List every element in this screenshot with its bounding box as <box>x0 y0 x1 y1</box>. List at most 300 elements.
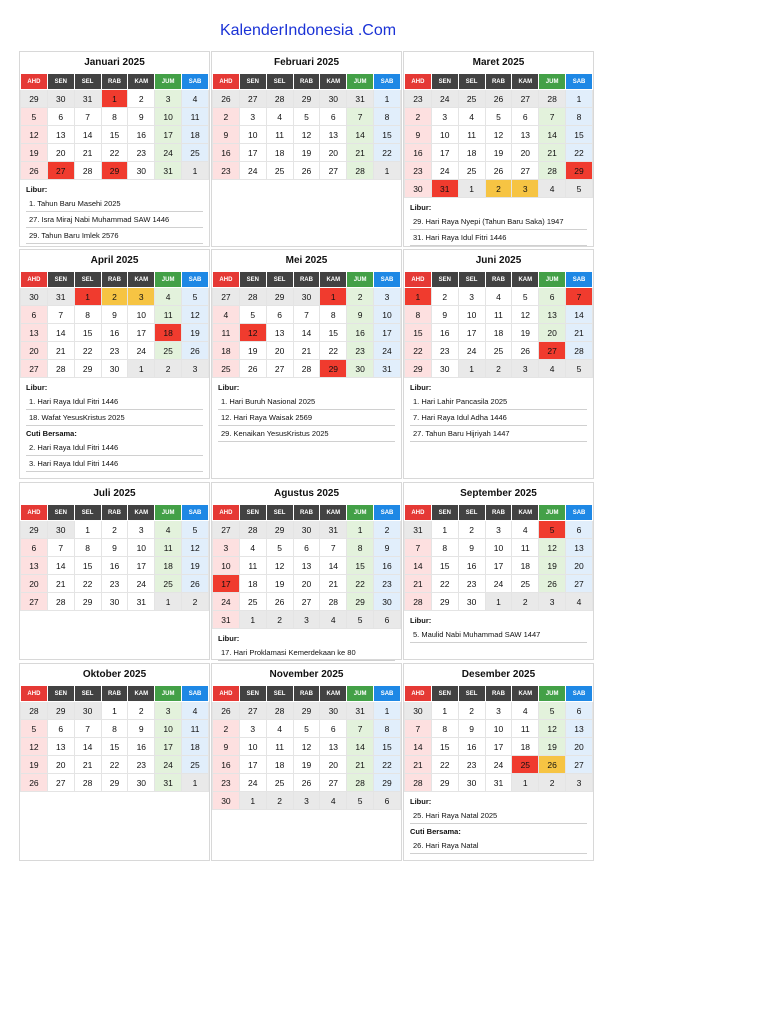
day-cell[interactable]: 21 <box>347 144 374 162</box>
day-cell[interactable]: 6 <box>21 306 48 324</box>
day-cell[interactable]: 20 <box>21 575 48 593</box>
day-cell[interactable]: 2 <box>405 108 432 126</box>
day-cell[interactable]: 25 <box>266 162 293 180</box>
day-cell[interactable]: 11 <box>155 306 182 324</box>
day-cell[interactable]: 27 <box>320 162 347 180</box>
day-cell[interactable]: 5 <box>293 108 320 126</box>
day-cell[interactable]: 30 <box>128 162 155 180</box>
day-cell[interactable]: 2 <box>213 108 240 126</box>
day-cell[interactable]: 26 <box>182 342 209 360</box>
day-cell[interactable]: 28 <box>347 774 374 792</box>
day-cell[interactable]: 11 <box>155 539 182 557</box>
day-cell[interactable]: 30 <box>320 90 347 108</box>
day-cell[interactable]: 5 <box>512 288 539 306</box>
day-cell[interactable]: 2 <box>155 360 182 378</box>
day-cell[interactable]: 16 <box>347 324 374 342</box>
day-cell[interactable]: 28 <box>21 702 48 720</box>
day-cell[interactable]: 11 <box>266 126 293 144</box>
day-cell[interactable]: 31 <box>405 521 432 539</box>
day-cell[interactable]: 3 <box>293 611 320 629</box>
day-cell[interactable]: 8 <box>74 306 101 324</box>
day-cell[interactable]: 23 <box>458 756 485 774</box>
day-cell[interactable]: 4 <box>485 288 512 306</box>
day-cell[interactable]: 24 <box>128 575 155 593</box>
day-cell[interactable]: 23 <box>347 342 374 360</box>
day-cell[interactable]: 31 <box>74 90 101 108</box>
day-cell[interactable]: 7 <box>74 108 101 126</box>
day-cell[interactable]: 21 <box>74 756 101 774</box>
day-cell[interactable]: 5 <box>347 611 374 629</box>
day-cell[interactable]: 30 <box>405 702 432 720</box>
day-cell[interactable]: 22 <box>374 144 401 162</box>
day-cell[interactable]: 23 <box>101 575 128 593</box>
day-cell[interactable]: 3 <box>155 90 182 108</box>
day-cell[interactable]: 18 <box>182 738 209 756</box>
day-cell[interactable]: 9 <box>128 720 155 738</box>
day-cell[interactable]: 29 <box>374 774 401 792</box>
day-cell[interactable]: 26 <box>21 774 48 792</box>
day-cell[interactable]: 3 <box>239 108 266 126</box>
day-cell[interactable]: 5 <box>21 108 48 126</box>
day-cell[interactable]: 11 <box>182 720 209 738</box>
day-cell[interactable]: 8 <box>101 720 128 738</box>
day-cell[interactable]: 7 <box>347 108 374 126</box>
day-cell[interactable]: 17 <box>128 557 155 575</box>
day-cell[interactable]: 17 <box>155 126 182 144</box>
day-cell[interactable]: 16 <box>128 738 155 756</box>
day-cell[interactable]: 18 <box>155 324 182 342</box>
day-cell[interactable]: 13 <box>293 557 320 575</box>
day-cell[interactable]: 13 <box>512 126 539 144</box>
day-cell[interactable]: 29 <box>320 360 347 378</box>
day-cell[interactable]: 6 <box>320 108 347 126</box>
day-cell[interactable]: 8 <box>566 108 593 126</box>
day-cell[interactable]: 18 <box>266 144 293 162</box>
day-cell[interactable]: 6 <box>320 720 347 738</box>
day-cell[interactable]: 25 <box>182 144 209 162</box>
day-cell[interactable]: 22 <box>101 144 128 162</box>
day-cell[interactable]: 9 <box>128 108 155 126</box>
day-cell[interactable]: 17 <box>239 144 266 162</box>
day-cell[interactable]: 4 <box>539 180 566 198</box>
day-cell[interactable]: 18 <box>458 144 485 162</box>
day-cell[interactable]: 3 <box>512 180 539 198</box>
day-cell[interactable]: 18 <box>485 324 512 342</box>
day-cell[interactable]: 13 <box>47 126 74 144</box>
day-cell[interactable]: 17 <box>374 324 401 342</box>
site-title[interactable]: KalenderIndonesia .Com <box>219 22 397 39</box>
day-cell[interactable]: 19 <box>293 144 320 162</box>
day-cell[interactable]: 29 <box>74 360 101 378</box>
day-cell[interactable]: 6 <box>566 521 593 539</box>
day-cell[interactable]: 1 <box>320 288 347 306</box>
day-cell[interactable]: 29 <box>293 702 320 720</box>
day-cell[interactable]: 5 <box>566 180 593 198</box>
day-cell[interactable]: 21 <box>47 342 74 360</box>
day-cell[interactable]: 17 <box>155 738 182 756</box>
day-cell[interactable]: 7 <box>347 720 374 738</box>
day-cell[interactable]: 8 <box>320 306 347 324</box>
day-cell[interactable]: 1 <box>374 90 401 108</box>
day-cell[interactable]: 16 <box>431 324 458 342</box>
day-cell[interactable]: 1 <box>101 90 128 108</box>
day-cell[interactable]: 3 <box>431 108 458 126</box>
day-cell[interactable]: 28 <box>347 162 374 180</box>
day-cell[interactable]: 30 <box>21 288 48 306</box>
day-cell[interactable]: 4 <box>266 720 293 738</box>
day-cell[interactable]: 28 <box>405 774 432 792</box>
day-cell[interactable]: 15 <box>405 324 432 342</box>
day-cell[interactable]: 4 <box>266 108 293 126</box>
day-cell[interactable]: 9 <box>458 539 485 557</box>
day-cell[interactable]: 29 <box>47 702 74 720</box>
day-cell[interactable]: 6 <box>566 702 593 720</box>
day-cell[interactable]: 24 <box>239 774 266 792</box>
day-cell[interactable]: 15 <box>74 557 101 575</box>
day-cell[interactable]: 9 <box>213 126 240 144</box>
day-cell[interactable]: 15 <box>101 126 128 144</box>
day-cell[interactable]: 23 <box>431 342 458 360</box>
day-cell[interactable]: 1 <box>347 521 374 539</box>
day-cell[interactable]: 21 <box>47 575 74 593</box>
day-cell[interactable]: 18 <box>182 126 209 144</box>
day-cell[interactable]: 30 <box>374 593 401 611</box>
day-cell[interactable]: 29 <box>405 360 432 378</box>
day-cell[interactable]: 16 <box>458 557 485 575</box>
day-cell[interactable]: 3 <box>374 288 401 306</box>
day-cell[interactable]: 1 <box>182 162 209 180</box>
day-cell[interactable]: 2 <box>266 611 293 629</box>
day-cell[interactable]: 2 <box>539 774 566 792</box>
day-cell[interactable]: 14 <box>405 557 432 575</box>
day-cell[interactable]: 29 <box>431 593 458 611</box>
day-cell[interactable]: 8 <box>101 108 128 126</box>
day-cell[interactable]: 1 <box>74 521 101 539</box>
day-cell[interactable]: 4 <box>239 539 266 557</box>
day-cell[interactable]: 8 <box>374 108 401 126</box>
day-cell[interactable]: 14 <box>47 557 74 575</box>
day-cell[interactable]: 30 <box>128 774 155 792</box>
day-cell[interactable]: 12 <box>293 738 320 756</box>
day-cell[interactable]: 14 <box>347 738 374 756</box>
day-cell[interactable]: 14 <box>566 306 593 324</box>
day-cell[interactable]: 10 <box>458 306 485 324</box>
day-cell[interactable]: 1 <box>431 521 458 539</box>
day-cell[interactable]: 4 <box>155 288 182 306</box>
day-cell[interactable]: 30 <box>101 360 128 378</box>
day-cell[interactable]: 30 <box>74 702 101 720</box>
day-cell[interactable]: 26 <box>239 360 266 378</box>
day-cell[interactable]: 22 <box>320 342 347 360</box>
day-cell[interactable]: 19 <box>512 324 539 342</box>
day-cell[interactable]: 7 <box>566 288 593 306</box>
day-cell[interactable]: 4 <box>458 108 485 126</box>
day-cell[interactable]: 23 <box>405 90 432 108</box>
day-cell[interactable]: 3 <box>182 360 209 378</box>
day-cell[interactable]: 13 <box>566 720 593 738</box>
day-cell[interactable]: 29 <box>74 593 101 611</box>
day-cell[interactable]: 22 <box>101 756 128 774</box>
day-cell[interactable]: 22 <box>347 575 374 593</box>
day-cell[interactable]: 25 <box>266 774 293 792</box>
day-cell[interactable]: 22 <box>431 756 458 774</box>
day-cell[interactable]: 30 <box>347 360 374 378</box>
day-cell[interactable]: 27 <box>47 162 74 180</box>
day-cell[interactable]: 14 <box>47 324 74 342</box>
day-cell[interactable]: 3 <box>128 288 155 306</box>
day-cell[interactable]: 31 <box>155 774 182 792</box>
day-cell[interactable]: 4 <box>155 521 182 539</box>
day-cell[interactable]: 2 <box>128 702 155 720</box>
day-cell[interactable]: 1 <box>101 702 128 720</box>
day-cell[interactable]: 5 <box>21 720 48 738</box>
day-cell[interactable]: 24 <box>213 593 240 611</box>
day-cell[interactable]: 3 <box>485 521 512 539</box>
day-cell[interactable]: 30 <box>320 702 347 720</box>
day-cell[interactable]: 28 <box>47 593 74 611</box>
day-cell[interactable]: 18 <box>512 557 539 575</box>
day-cell[interactable]: 7 <box>320 539 347 557</box>
day-cell[interactable]: 4 <box>182 90 209 108</box>
day-cell[interactable]: 5 <box>347 792 374 810</box>
day-cell[interactable]: 22 <box>405 342 432 360</box>
day-cell[interactable]: 27 <box>47 774 74 792</box>
day-cell[interactable]: 10 <box>485 539 512 557</box>
day-cell[interactable]: 14 <box>539 126 566 144</box>
day-cell[interactable]: 28 <box>239 521 266 539</box>
day-cell[interactable]: 3 <box>512 360 539 378</box>
day-cell[interactable]: 21 <box>347 756 374 774</box>
day-cell[interactable]: 20 <box>47 144 74 162</box>
day-cell[interactable]: 15 <box>74 324 101 342</box>
day-cell[interactable]: 16 <box>374 557 401 575</box>
day-cell[interactable]: 13 <box>21 557 48 575</box>
day-cell[interactable]: 1 <box>458 360 485 378</box>
day-cell[interactable]: 17 <box>485 738 512 756</box>
day-cell[interactable]: 28 <box>266 90 293 108</box>
day-cell[interactable]: 21 <box>320 575 347 593</box>
day-cell[interactable]: 15 <box>374 738 401 756</box>
day-cell[interactable]: 1 <box>512 774 539 792</box>
day-cell[interactable]: 27 <box>21 593 48 611</box>
day-cell[interactable]: 7 <box>47 306 74 324</box>
day-cell[interactable]: 18 <box>239 575 266 593</box>
day-cell[interactable]: 3 <box>485 702 512 720</box>
day-cell[interactable]: 5 <box>485 108 512 126</box>
day-cell[interactable]: 27 <box>512 162 539 180</box>
day-cell[interactable]: 1 <box>155 593 182 611</box>
day-cell[interactable]: 3 <box>213 539 240 557</box>
day-cell[interactable]: 15 <box>431 557 458 575</box>
day-cell[interactable]: 20 <box>266 342 293 360</box>
day-cell[interactable]: 23 <box>101 342 128 360</box>
day-cell[interactable]: 12 <box>485 126 512 144</box>
day-cell[interactable]: 1 <box>182 774 209 792</box>
day-cell[interactable]: 29 <box>566 162 593 180</box>
day-cell[interactable]: 30 <box>458 593 485 611</box>
day-cell[interactable]: 29 <box>293 90 320 108</box>
day-cell[interactable]: 19 <box>21 144 48 162</box>
day-cell[interactable]: 20 <box>512 144 539 162</box>
day-cell[interactable]: 29 <box>21 521 48 539</box>
day-cell[interactable]: 25 <box>155 342 182 360</box>
day-cell[interactable]: 3 <box>539 593 566 611</box>
day-cell[interactable]: 6 <box>293 539 320 557</box>
day-cell[interactable]: 11 <box>182 108 209 126</box>
day-cell[interactable]: 18 <box>266 756 293 774</box>
day-cell[interactable]: 15 <box>566 126 593 144</box>
day-cell[interactable]: 14 <box>405 738 432 756</box>
day-cell[interactable]: 23 <box>128 756 155 774</box>
day-cell[interactable]: 19 <box>239 342 266 360</box>
day-cell[interactable]: 14 <box>320 557 347 575</box>
day-cell[interactable]: 26 <box>182 575 209 593</box>
day-cell[interactable]: 6 <box>21 539 48 557</box>
day-cell[interactable]: 19 <box>182 557 209 575</box>
day-cell[interactable]: 27 <box>293 593 320 611</box>
day-cell[interactable]: 31 <box>320 521 347 539</box>
day-cell[interactable]: 30 <box>293 521 320 539</box>
day-cell[interactable]: 8 <box>347 539 374 557</box>
day-cell[interactable]: 24 <box>128 342 155 360</box>
day-cell[interactable]: 23 <box>374 575 401 593</box>
day-cell[interactable]: 2 <box>128 90 155 108</box>
day-cell[interactable]: 5 <box>566 360 593 378</box>
day-cell[interactable]: 24 <box>431 162 458 180</box>
day-cell[interactable]: 10 <box>485 720 512 738</box>
day-cell[interactable]: 21 <box>74 144 101 162</box>
day-cell[interactable]: 1 <box>566 90 593 108</box>
day-cell[interactable]: 27 <box>566 575 593 593</box>
day-cell[interactable]: 29 <box>21 90 48 108</box>
day-cell[interactable]: 21 <box>293 342 320 360</box>
day-cell[interactable]: 25 <box>182 756 209 774</box>
day-cell[interactable]: 10 <box>155 108 182 126</box>
day-cell[interactable]: 9 <box>213 738 240 756</box>
day-cell[interactable]: 21 <box>539 144 566 162</box>
day-cell[interactable]: 24 <box>431 90 458 108</box>
day-cell[interactable]: 4 <box>566 593 593 611</box>
day-cell[interactable]: 21 <box>405 756 432 774</box>
day-cell[interactable]: 25 <box>512 575 539 593</box>
day-cell[interactable]: 24 <box>485 756 512 774</box>
day-cell[interactable]: 15 <box>320 324 347 342</box>
day-cell[interactable]: 27 <box>320 774 347 792</box>
day-cell[interactable]: 3 <box>128 521 155 539</box>
day-cell[interactable]: 19 <box>182 324 209 342</box>
day-cell[interactable]: 31 <box>347 90 374 108</box>
day-cell[interactable]: 12 <box>539 720 566 738</box>
day-cell[interactable]: 4 <box>512 702 539 720</box>
day-cell[interactable]: 13 <box>47 738 74 756</box>
day-cell[interactable]: 19 <box>539 557 566 575</box>
day-cell[interactable]: 17 <box>239 756 266 774</box>
day-cell[interactable]: 27 <box>21 360 48 378</box>
day-cell[interactable]: 28 <box>293 360 320 378</box>
day-cell[interactable]: 6 <box>512 108 539 126</box>
day-cell[interactable]: 27 <box>213 288 240 306</box>
day-cell[interactable]: 11 <box>485 306 512 324</box>
day-cell[interactable]: 25 <box>512 756 539 774</box>
day-cell[interactable]: 31 <box>485 774 512 792</box>
day-cell[interactable]: 10 <box>213 557 240 575</box>
day-cell[interactable]: 31 <box>128 593 155 611</box>
day-cell[interactable]: 28 <box>539 162 566 180</box>
day-cell[interactable]: 5 <box>293 720 320 738</box>
day-cell[interactable]: 12 <box>239 324 266 342</box>
day-cell[interactable]: 2 <box>512 593 539 611</box>
day-cell[interactable]: 17 <box>485 557 512 575</box>
day-cell[interactable]: 1 <box>485 593 512 611</box>
day-cell[interactable]: 7 <box>405 720 432 738</box>
day-cell[interactable]: 16 <box>101 324 128 342</box>
day-cell[interactable]: 25 <box>458 90 485 108</box>
day-cell[interactable]: 29 <box>266 288 293 306</box>
day-cell[interactable]: 10 <box>239 126 266 144</box>
day-cell[interactable]: 26 <box>213 90 240 108</box>
day-cell[interactable]: 31 <box>374 360 401 378</box>
day-cell[interactable]: 4 <box>512 521 539 539</box>
day-cell[interactable]: 22 <box>374 756 401 774</box>
day-cell[interactable]: 12 <box>539 539 566 557</box>
day-cell[interactable]: 7 <box>293 306 320 324</box>
day-cell[interactable]: 31 <box>347 702 374 720</box>
day-cell[interactable]: 2 <box>458 702 485 720</box>
day-cell[interactable]: 3 <box>239 720 266 738</box>
day-cell[interactable]: 30 <box>213 792 240 810</box>
day-cell[interactable]: 21 <box>566 324 593 342</box>
day-cell[interactable]: 11 <box>512 720 539 738</box>
day-cell[interactable]: 31 <box>155 162 182 180</box>
day-cell[interactable]: 18 <box>155 557 182 575</box>
day-cell[interactable]: 17 <box>431 144 458 162</box>
day-cell[interactable]: 6 <box>47 108 74 126</box>
day-cell[interactable]: 30 <box>293 288 320 306</box>
day-cell[interactable]: 2 <box>101 521 128 539</box>
day-cell[interactable]: 16 <box>213 144 240 162</box>
day-cell[interactable]: 20 <box>320 756 347 774</box>
day-cell[interactable]: 26 <box>485 162 512 180</box>
day-cell[interactable]: 5 <box>266 539 293 557</box>
day-cell[interactable]: 28 <box>47 360 74 378</box>
day-cell[interactable]: 2 <box>431 288 458 306</box>
day-cell[interactable]: 23 <box>213 774 240 792</box>
day-cell[interactable]: 27 <box>239 90 266 108</box>
day-cell[interactable]: 11 <box>239 557 266 575</box>
day-cell[interactable]: 25 <box>458 162 485 180</box>
day-cell[interactable]: 30 <box>47 521 74 539</box>
day-cell[interactable]: 13 <box>566 539 593 557</box>
day-cell[interactable]: 18 <box>512 738 539 756</box>
day-cell[interactable]: 31 <box>431 180 458 198</box>
day-cell[interactable]: 28 <box>539 90 566 108</box>
day-cell[interactable]: 11 <box>213 324 240 342</box>
day-cell[interactable]: 9 <box>101 306 128 324</box>
day-cell[interactable]: 28 <box>566 342 593 360</box>
day-cell[interactable]: 1 <box>239 792 266 810</box>
day-cell[interactable]: 30 <box>431 360 458 378</box>
day-cell[interactable]: 7 <box>74 720 101 738</box>
day-cell[interactable]: 27 <box>539 342 566 360</box>
day-cell[interactable]: 19 <box>266 575 293 593</box>
day-cell[interactable]: 12 <box>293 126 320 144</box>
day-cell[interactable]: 7 <box>405 539 432 557</box>
day-cell[interactable]: 29 <box>101 162 128 180</box>
day-cell[interactable]: 12 <box>512 306 539 324</box>
day-cell[interactable]: 25 <box>239 593 266 611</box>
day-cell[interactable]: 9 <box>405 126 432 144</box>
day-cell[interactable]: 5 <box>182 521 209 539</box>
